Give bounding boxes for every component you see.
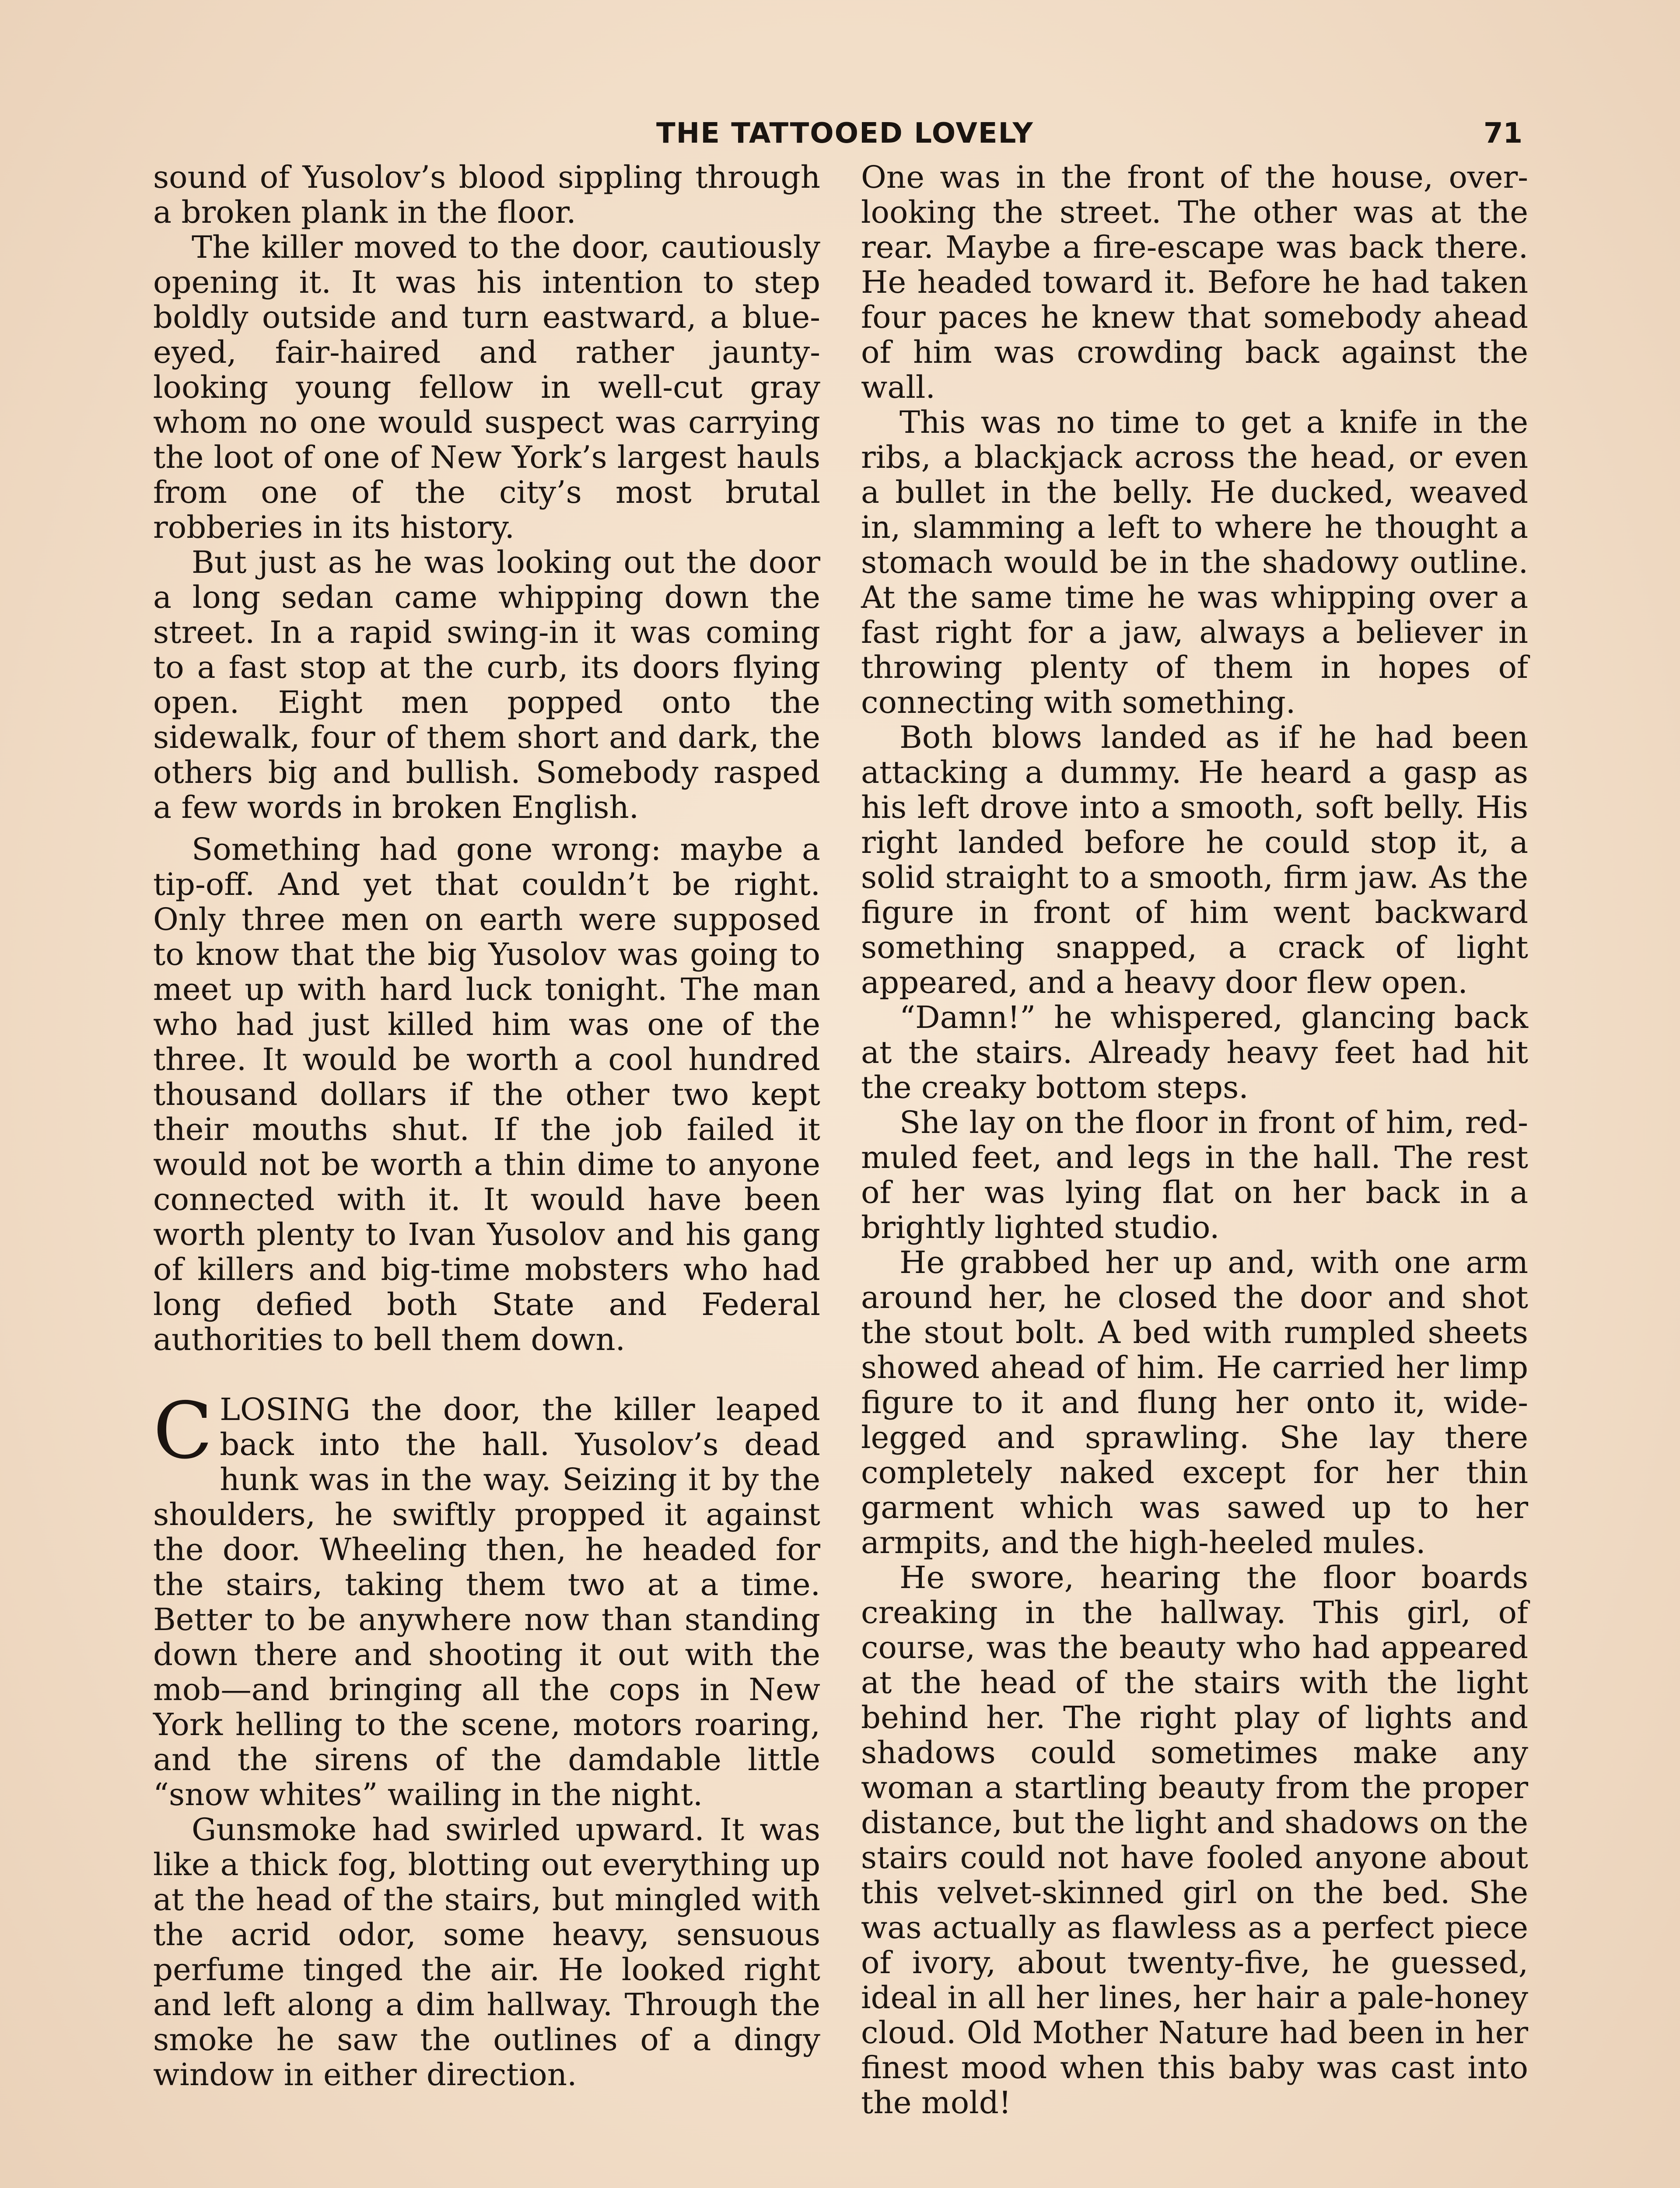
paragraph: He swore, hearing the floor boards creaking in the hallway. This girl, of course, was the beauty who had appeared at the head of the stairs with the light behind her. The right play of lights and shadows could sometimes make any woman a startling beauty from the proper distance, but the light and shadows on the stairs could not have fooled anyone about this velvet-skinned girl on the bed. She was actually as flawless as a perfect piece of ivory, about twenty-five, he guessed, ideal in all her lines, her hair a pale-honey cloud. Old Mother Nature had been in her finest mood when this baby was cast into the mold! [861, 1560, 1528, 2121]
paragraph: Something had gone wrong: maybe a tip-off. And yet that couldn’t be right. Only three men on earth were supposed to know that the big Yusolov was going to meet up with hard luck tonight. The man who had just killed him was one of the three. It would be worth a cool hundred thousand dollars if the other two kept their mouths shut. If the job failed it would not be worth a thin dime to anyone connected with it. It would have been worth plenty to Ivan Yusolov and his gang of killers and big-time mobsters who had long defied both State and Federal authorities to bell them down. [153, 831, 820, 1357]
paragraph: Both blows landed as if he had been attacking a dummy. He heard a gasp as his left drove into a smooth, soft belly. His right landed before he could stop it, a solid straight to a smooth, firm jaw. As the figure in front of him went backward something snapped, a crack of light appeared, and a heavy door flew open. [861, 719, 1528, 1000]
paragraph: One was in the front of the house, overlooking the street. The other was at the rear. Maybe a fire-escape was back there. He headed toward it. Before he had taken four paces he knew that somebody ahead of him was crowding back against the wall. [861, 159, 1528, 405]
drop-cap: C [153, 1385, 213, 1476]
left-column [153, 160, 820, 2092]
section-first-words: LOSING [220, 1392, 350, 1427]
paragraph: She lay on the floor in front of him, red-muled feet, and legs in the hall. The rest of her was lying flat on her back in a brightly lighted studio. [861, 1105, 1528, 1245]
right-column [861, 160, 1528, 2120]
paragraph: “Damn!” he whispered, glancing back at the stairs. Already heavy feet had hit the creaky bottom steps. [861, 999, 1528, 1105]
paragraph: But just as he was looking out the door a long sedan came whipping down the street. In a rapid swing-in it was coming to a fast stop at the curb, its doors flying open. Eight men popped onto the sidewalk, four of them short and dark, the others big and bullish. Somebody rasped a few words in broken English. [153, 544, 820, 825]
paragraph: Gunsmoke had swirled upward. It was like a thick fog, blotting out everything up at the head of the stairs, but mingled with the acrid odor, some heavy, sensuous perfume tinged the air. He looked right and left along a dim hallway. Through the smoke he saw the outlines of a dingy window in either direction. [153, 1812, 820, 2093]
running-title: THE TATTOOED LOVELY [656, 117, 1034, 150]
section-text: the door, the killer leaped back into the hall. Yusolov’s dead hunk was in the way. Seizing it by the shoulders, he swiftly propped it against the door. Wheeling then, he headed for the stairs, taking them two at a time. Better to be anywhere now than standing down there and shooting it out with the mob—and bringing all the cops in New York helling to the scene, motors roaring, and the sirens of the damdable little “snow whites” wailing in the night. [153, 1392, 820, 1813]
page-number: 71 [1483, 117, 1522, 150]
paragraph: The killer moved to the door, cautiously opening it. It was his intention to step boldly outside and turn eastward, a blue-eyed, fair-haired and rather jaunty-looking young fellow in well-cut gray whom no one would suspect was carrying the loot of one of New York’s largest hauls from one of the city’s most brutal robberies in its history. [153, 229, 820, 545]
paragraph: This was no time to get a knife in the ribs, a blackjack across the head, or even a bullet in the belly. He ducked, weaved in, slamming a left to where he thought a stomach would be in the shadowy outline. At the same time he was whipping over a fast right for a jaw, always a believer in throwing plenty of them in hopes of connecting with something. [861, 404, 1528, 720]
paragraph: He grabbed her up and, with one arm around her, he closed the door and shot the stout bolt. A bed with rumpled sheets showed ahead of him. He carried her limp figure to it and flung her onto it, wide-legged and sprawling. She lay there completely naked except for her thin garment which was sawed up to her armpits, and the high-heeled mules. [861, 1245, 1528, 1560]
section-opening-paragraph [153, 1385, 820, 1813]
paragraph: sound of Yusolov’s blood sippling through a broken plank in the floor. [153, 159, 820, 230]
